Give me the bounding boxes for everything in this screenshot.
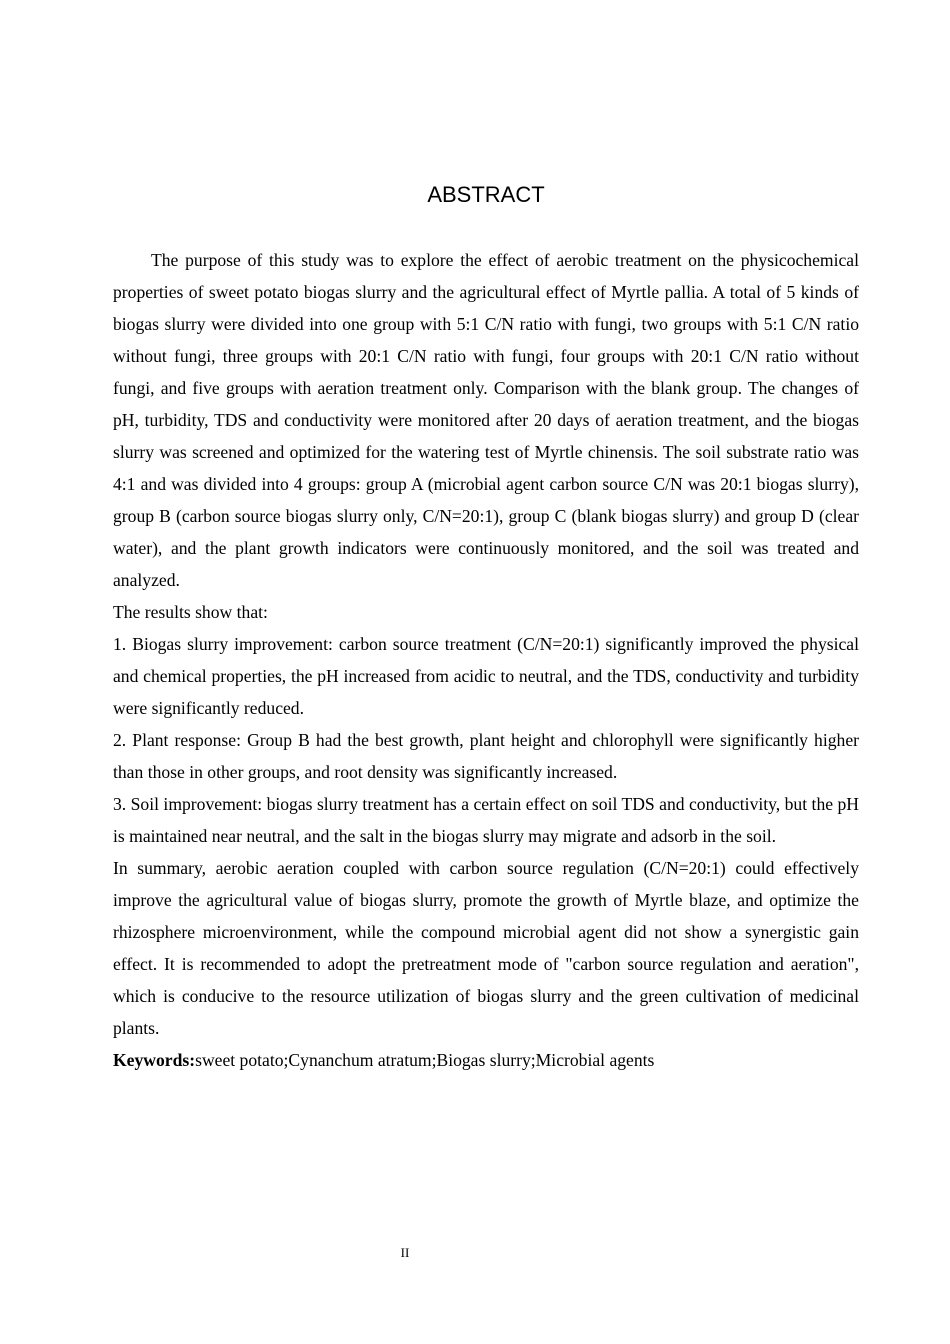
results-intro-line: The results show that: bbox=[113, 602, 268, 622]
keywords-line bbox=[113, 1044, 859, 1076]
result-item-2: 2. Plant response: Group B had the best growth, plant height and chlorophyll were significantly higher than those in other groups, and root density was significantly increased. bbox=[113, 730, 859, 782]
result-item-1: 1. Biogas slurry improvement: carbon source treatment (C/N=20:1) significantly improved the physical and chemical properties, the pH increased from acidic to neutral, and the TDS, conductivity and turbidity were significantly reduced. bbox=[113, 634, 859, 718]
abstract-intro-paragraph: The purpose of this study was to explore the effect of aerobic treatment on the physicochemical properties of sweet potato biogas slurry and the agricultural effect of Myrtle pallia. A total of 5 kinds of biogas slurry were divided into one group with 5:1 C/N ratio with fungi, two groups with 5:1 C/N ratio without fungi, three groups with 20:1 C/N ratio with fungi, four groups with 20:1 C/N ratio without fungi, and five groups with aeration treatment only. Comparison with the blank group. The changes of pH, turbidity, TDS and conductivity were monitored after 20 days of aeration treatment, and the biogas slurry was screened and optimized for the watering test of Myrtle chinensis. The soil substrate ratio was 4:1 and was divided into 4 groups: group A (microbial agent carbon source C/N was 20:1 biogas slurry), group B (carbon source biogas slurry only, C/N=20:1), group C (blank biogas slurry) and group D (clear water), and the plant growth indicators were continuously monitored, and the soil was treated and analyzed. bbox=[113, 250, 859, 590]
summary-paragraph: In summary, aerobic aeration coupled with carbon source regulation (C/N=20:1) could effectively improve the agricultural value of biogas slurry, promote the growth of Myrtle blaze, and optimize the rhizosphere microenvironment, while the compound microbial agent did not show a synergistic gain effect. It is recommended to adopt the pretreatment mode of "carbon source regulation and aeration", which is conducive to the resource utilization of biogas slurry and the green cultivation of medicinal plants. bbox=[113, 858, 859, 1038]
abstract-title: ABSTRACT bbox=[427, 182, 545, 207]
keywords-label: Keywords: bbox=[113, 1050, 196, 1070]
keywords-value: sweet potato;Cynanchum atratum;Biogas slurry;Microbial agents bbox=[195, 1050, 655, 1070]
abstract-body bbox=[113, 244, 859, 1076]
result-item-3: 3. Soil improvement: biogas slurry treatment has a certain effect on soil TDS and conductivity, but the pH is maintained near neutral, and the salt in the biogas slurry may migrate and adsorb in the soil. bbox=[113, 794, 859, 846]
page-number: II bbox=[400, 1245, 410, 1260]
